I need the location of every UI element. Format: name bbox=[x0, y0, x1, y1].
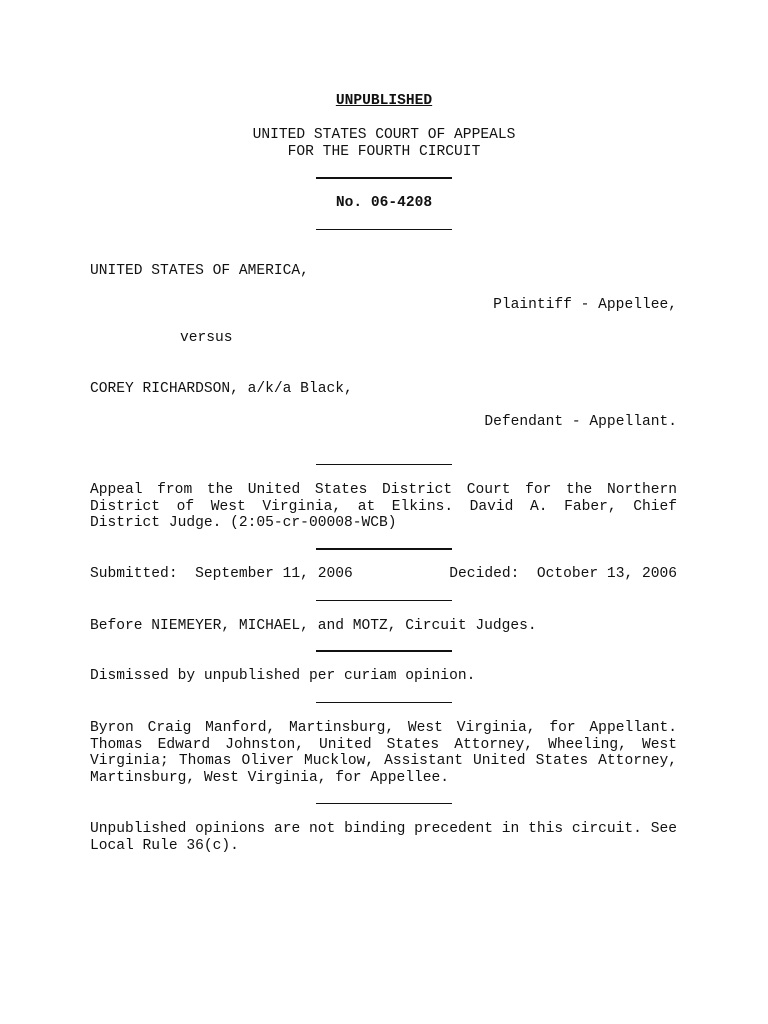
unpublished-heading: UNPUBLISHED bbox=[335, 93, 433, 109]
plaintiff-name: UNITED STATES OF AMERICA, bbox=[90, 263, 309, 279]
defendant-role: Defendant - Appellant. bbox=[484, 414, 677, 430]
divider bbox=[316, 229, 452, 230]
counsel-paragraph: Byron Craig Manford, Martinsburg, West Virginia, for Appellant. Thomas Edward Johnston, United States Attorney, Wheeling, West Virginia; Thomas Oliver Mucklow, Assistant United States Attorney, Martinsburg, West Virginia, for Appellee. bbox=[90, 720, 677, 786]
divider bbox=[316, 464, 452, 465]
divider bbox=[316, 650, 452, 652]
divider bbox=[316, 548, 452, 550]
divider bbox=[316, 600, 452, 601]
court-name-line2: FOR THE FOURTH CIRCUIT bbox=[287, 144, 481, 160]
disposition-line: Dismissed by unpublished per curiam opinion. bbox=[90, 668, 476, 684]
versus-label: versus bbox=[180, 330, 233, 346]
decided-date: Decided: October 13, 2006 bbox=[449, 566, 677, 582]
divider bbox=[316, 702, 452, 703]
submitted-date: Submitted: September 11, 2006 bbox=[90, 566, 353, 582]
plaintiff-role: Plaintiff - Appellee, bbox=[493, 297, 677, 313]
divider bbox=[316, 177, 452, 179]
court-name-line1: UNITED STATES COURT OF APPEALS bbox=[252, 127, 516, 143]
panel-line: Before NIEMEYER, MICHAEL, and MOTZ, Circuit Judges. bbox=[90, 618, 537, 634]
precedent-notice: Unpublished opinions are not binding precedent in this circuit. See Local Rule 36(c). bbox=[90, 821, 677, 854]
defendant-name: COREY RICHARDSON, a/k/a Black, bbox=[90, 381, 353, 397]
appeal-paragraph: Appeal from the United States District Court for the Northern District of West Virginia, at Elkins. David A. Faber, Chief District Judge. (2:05-cr-00008-WCB) bbox=[90, 482, 677, 531]
case-number: No. 06-4208 bbox=[335, 195, 433, 211]
divider bbox=[316, 803, 452, 804]
